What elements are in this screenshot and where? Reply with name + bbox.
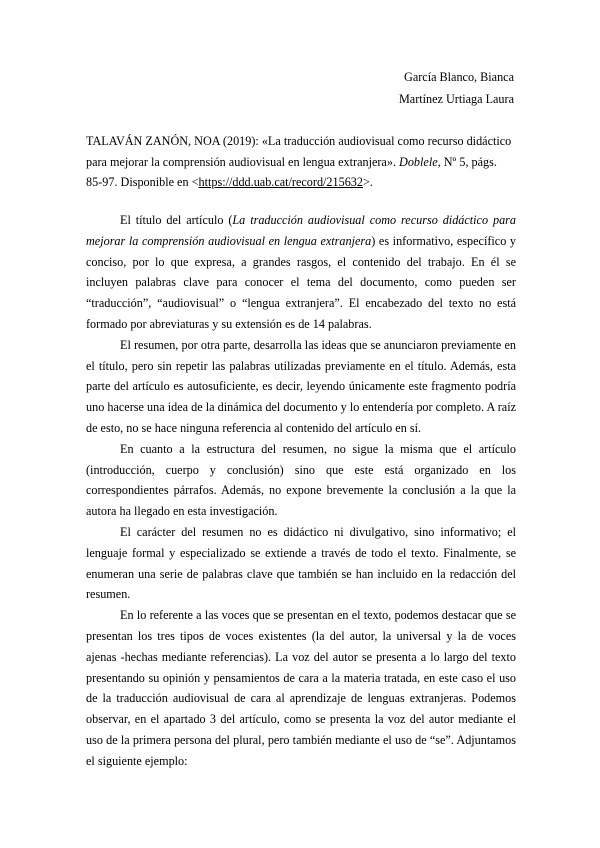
citation-url-link[interactable]: https://ddd.uab.cat/record/215632 <box>198 175 363 189</box>
p1-start: El título del artículo ( <box>120 213 233 227</box>
author-2: Martínez Urtiaga Laura <box>398 92 514 106</box>
body-text <box>86 210 516 772</box>
p1-article-title: La traducción audiovisual como recurso didáctico para mejorar la comprensión audiovisual en lengua extranjera <box>86 213 517 248</box>
citation-end: >. <box>363 175 373 189</box>
paragraph-abstract: El resumen, por otra parte, desarrolla las ideas que se anunciaron previamente en el título, pero sin repetir las palabras utilizadas previamente en el título. Además, esta parte del artículo es autosuficiente, es decir, leyendo únicamente este fragmento podría uno hacerse una idea de la dinámica del documento y lo entendería por completo. A raíz de esto, no se hace ninguna referencia al contenido del artículo en sí. <box>86 337 516 435</box>
paragraph-character: El carácter del resumen no es didáctico ni divulgativo, sino informativo; el lenguaje formal y especializado se extiende a través de todo el texto. Finalmente, se enumeran una serie de palabras clave que también se han incluido en la redacción del resumen. <box>86 524 516 602</box>
paragraph-voices: En lo referente a las voces que se presentan en el texto, podemos destacar que se presentan los tres tipos de voces existentes (la del autor, la universal y la de voces ajenas -hechas mediante referencias). La voz del autor se presenta a lo largo del texto presentando su opinión y pensamientos de cara a la materia tratada, en este caso el uso de la traducción audiovisual de cara al aprendizaje de lenguas extranjeras. Podemos observar, en el apartado 3 del artículo, como se presenta la voz del autor mediante el uso de la primera persona del plural, pero también mediante el uso de “se”. Adjuntamos el siguiente ejemplo: <box>86 608 516 768</box>
authors-block <box>399 66 514 110</box>
citation-journal: Doblele, <box>399 154 441 169</box>
paragraph-title-analysis <box>86 210 516 335</box>
author-1: García Blanco, Bianca <box>404 70 514 84</box>
paragraph-structure: En cuanto a la estructura del resumen, no sigue la misma que el artículo (introducción, cuerpo y conclusión) sino que este está organizado en los correspondientes párrafos. Además, no expone brevemente la conclusión a la que la autora ha llegado en esta investigación. <box>86 441 516 519</box>
bibliographic-citation <box>86 131 516 193</box>
citation-details: Nº 5, págs. 85-97. Disponible en < <box>86 154 497 189</box>
citation-lead: TALAVÁN ZANÓN, NOA (2019): «La traducción audiovisual como recurso didáctico para mejorar la comprensión audiovisual en lengua extranjera». <box>86 134 512 169</box>
p1-rest: ) es informativo, específico y conciso, por lo que expresa, a grandes rasgos, el contenido del trabajo. En él se incluyen palabras clave para conocer el tema del documento, como pueden ser “traducción”, “audiovisual” o “lengua extranjera”. El encabezado del texto no está formado por abreviaturas y su extensión es de 14 palabras. <box>86 233 516 331</box>
